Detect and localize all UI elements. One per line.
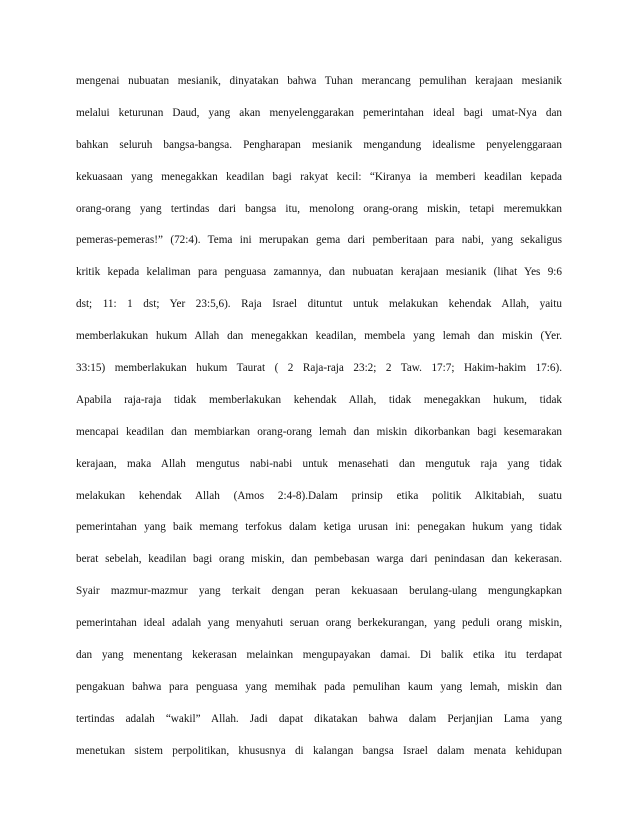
text-line: tertindas adalah “wakil” Allah. Jadi dapat dikatakan bahwa dalam Perjanjian Lama yang [76,712,562,725]
text-line: dan yang menentang kekerasan melainkan mengupayakan damai. Di balik etika itu terdapat [76,649,562,662]
text-line: kekuasaan yang menegakkan keadilan bagi rakyat kecil: “Kiranya ia memberi keadilan kepada [76,170,562,183]
text-line: orang-orang yang tertindas dari bangsa itu, menolong orang-orang miskin, tetapi meremukkan [76,202,562,215]
text-line: pengakuan bahwa para penguasa yang memihak pada pemulihan kaum yang lemah, miskin dan [76,680,562,693]
text-line: bahkan seluruh bangsa-bangsa. Pengharapan mesianik mengandung idealisme penyelenggaraan [76,138,562,151]
text-line: pemeras-pemeras!” (72:4). Tema ini merupakan gema dari pemberitaan para nabi, yang sekaligus [76,234,562,247]
text-line: 33:15) memberlakukan hukum Taurat ( 2 Raja-raja 23:2; 2 Taw. 17:7; Hakim-hakim 17:6). [76,362,562,375]
text-line: melalui keturunan Daud, yang akan menyelenggarakan pemerintahan ideal bagi umat-Nya dan [76,106,562,119]
text-line: mencapai keadilan dan membiarkan orang-orang lemah dan miskin dikorbankan bagi kesemarakan [76,425,562,438]
text-line: pemerintahan yang baik memang terfokus dalam ketiga urusan ini: penegakan hukum yang tidak [76,521,562,534]
text-line: menetukan sistem perpolitikan, khususnya di kalangan bangsa Israel dalam menata kehidupan [76,744,562,757]
text-line: Syair mazmur-mazmur yang terkait dengan peran kekuasaan berulang-ulang mengungkapkan [76,585,562,598]
text-line: dst; 11: 1 dst; Yer 23:5,6). Raja Israel dituntut untuk melakukan kehendak Allah, yaitu [76,298,562,311]
text-line: melakukan kehendak Allah (Amos 2:4-8).Dalam prinsip etika politik Alkitabiah, suatu [76,489,562,502]
body-text [76,66,562,768]
text-line: kritik kepada kelaliman para penguasa zamannya, dan nubuatan kerajaan mesianik (lihat Yes 9:6 [76,266,562,279]
text-line: pemerintahan ideal adalah yang menyahuti seruan orang berkekurangan, yang peduli orang miskin, [76,617,562,630]
text-line: kerajaan, maka Allah mengutus nabi-nabi untuk menasehati dan mengutuk raja yang tidak [76,457,562,470]
text-line: mengenai nubuatan mesianik, dinyatakan bahwa Tuhan merancang pemulihan kerajaan mesianik [76,75,562,87]
text-line: berat sebelah, keadilan bagi orang miskin, dan pembebasan warga dari penindasan dan kekerasan. [76,553,562,566]
text-line: memberlakukan hukum Allah dan menegakkan keadilan, membela yang lemah dan miskin (Yer. [76,330,562,343]
text-line: Apabila raja-raja tidak memberlakukan kehendak Allah, tidak menegakkan hukum, tidak [76,393,562,406]
